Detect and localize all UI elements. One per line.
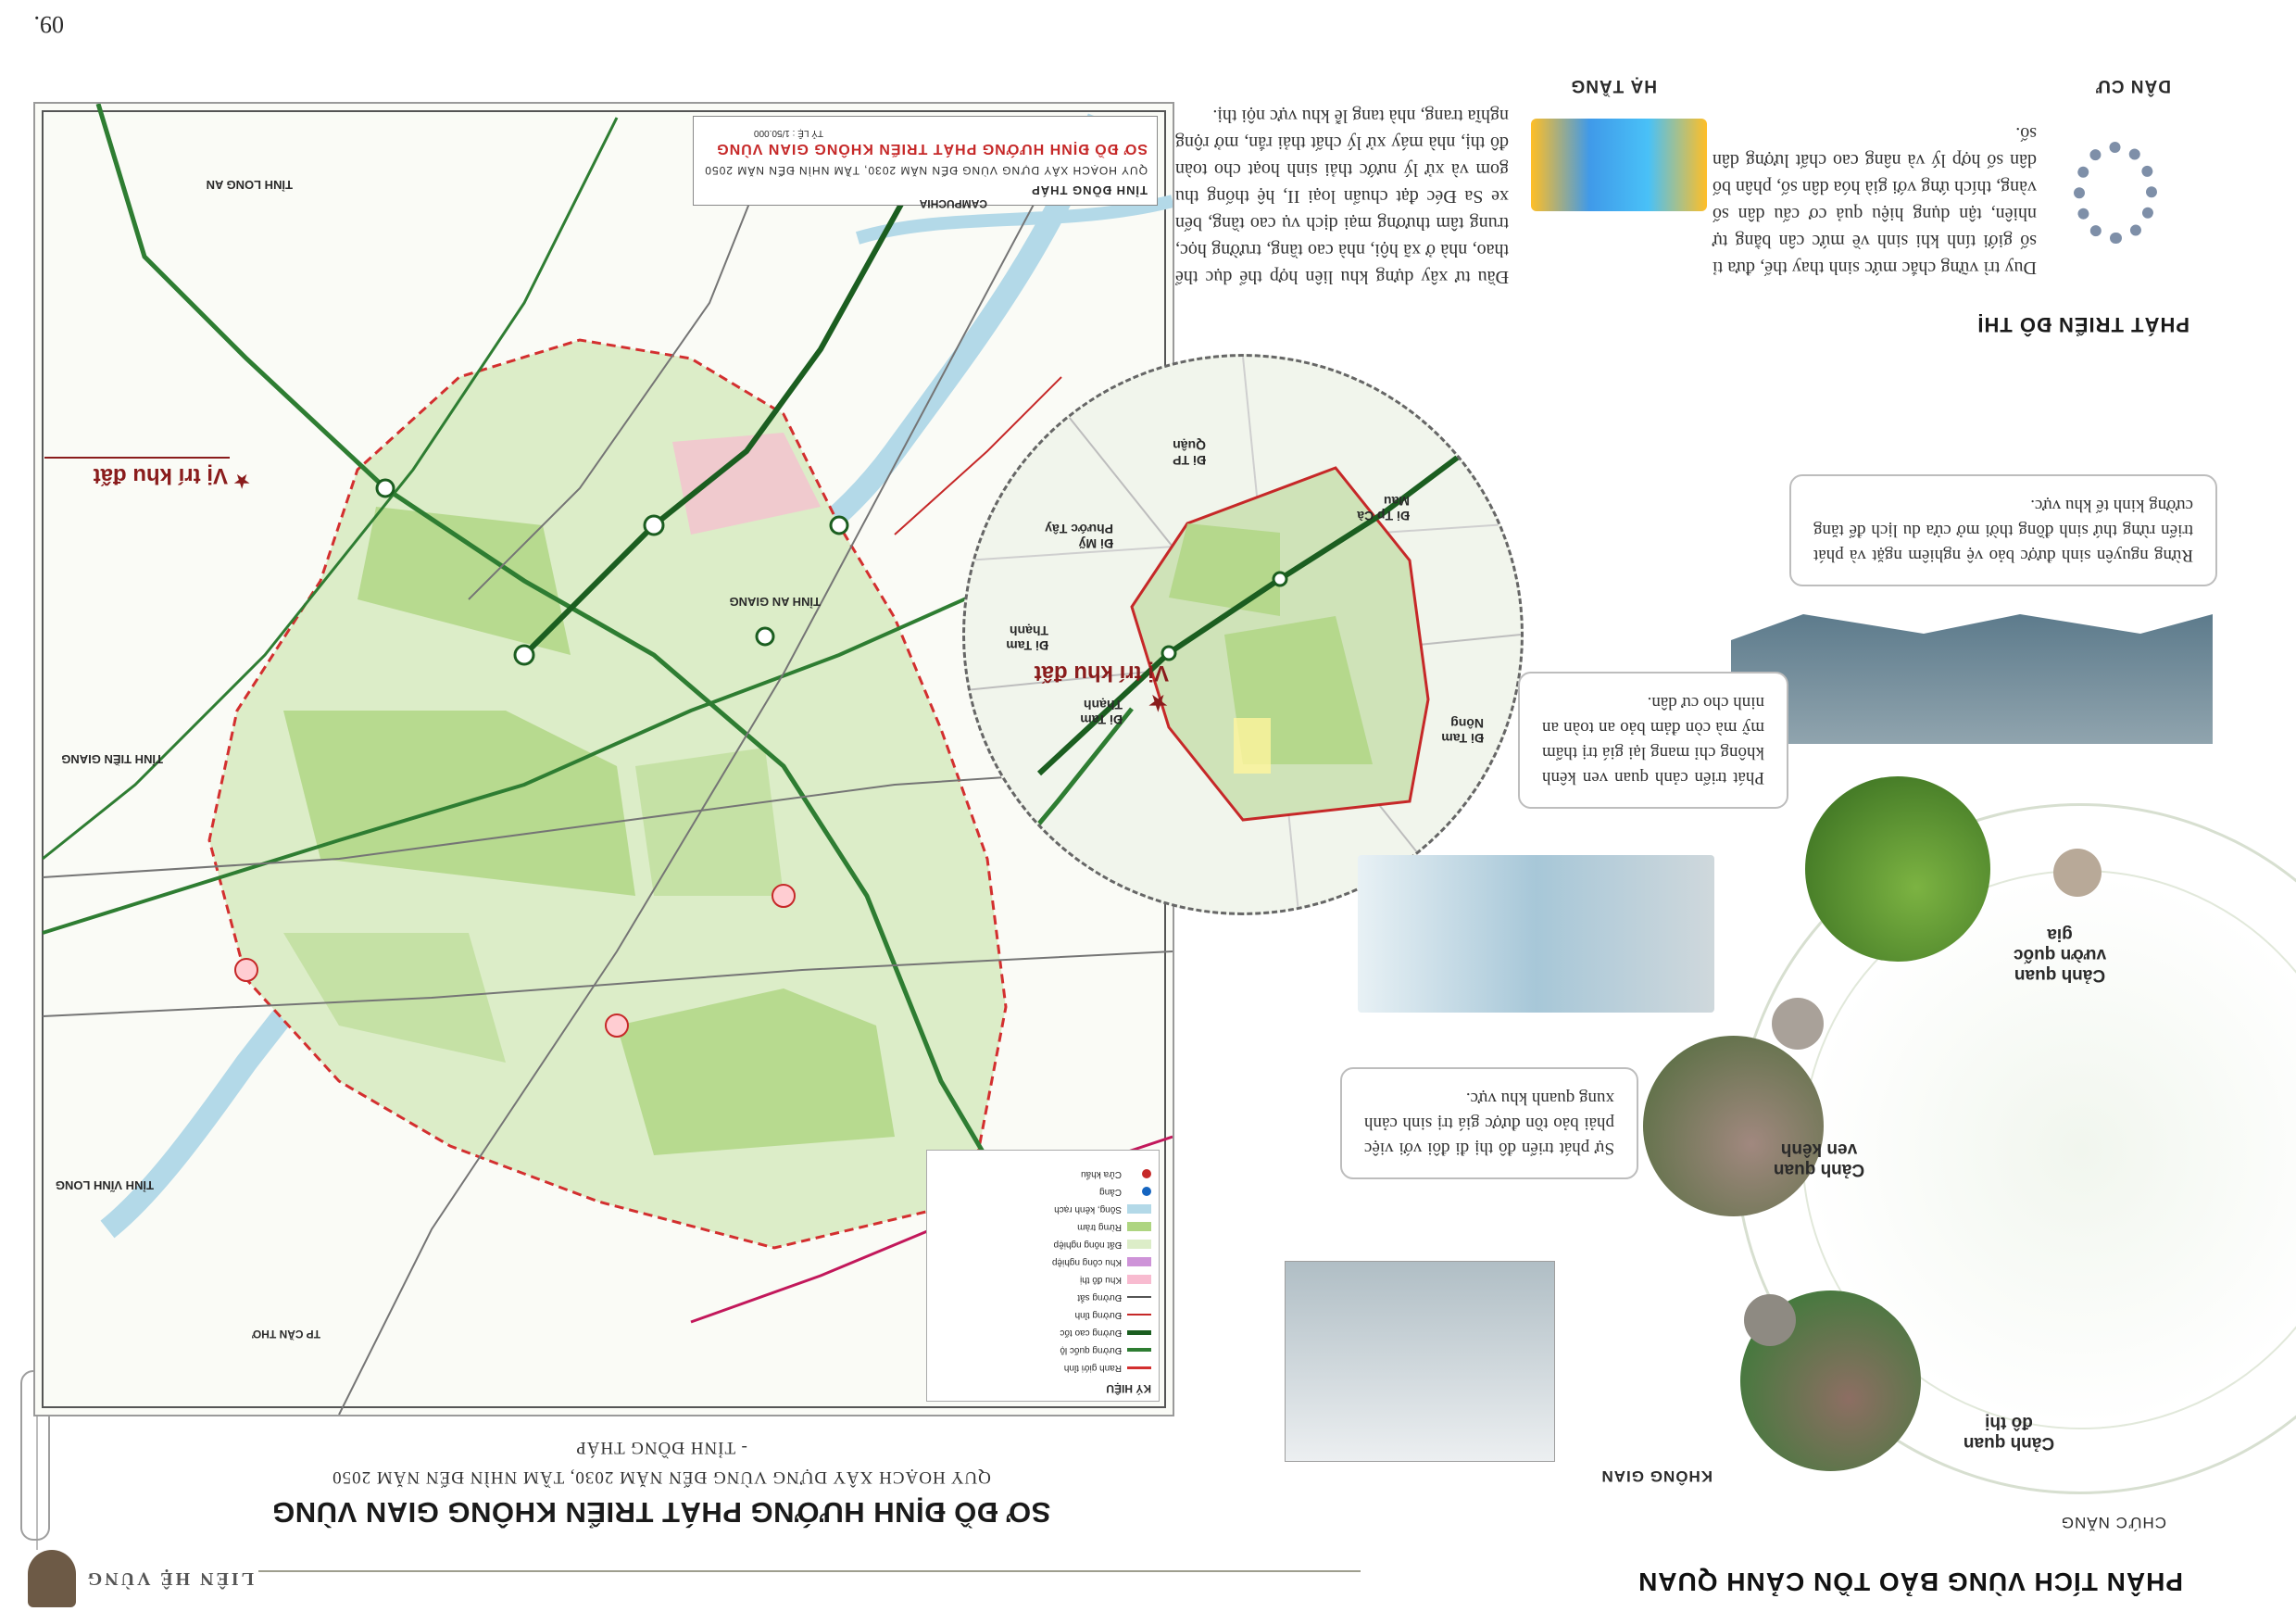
province-label: TỈNH AN GIANG [729,595,821,609]
legend-item [933,1324,1151,1341]
zoom-site-label: Vị trí khu đất [1034,661,1169,686]
interchange-node [1273,573,1286,585]
canal-illustration [1358,855,1714,1013]
brand-label: LIÊN HỆ VÙNG [84,1568,254,1589]
map-title-heading: SƠ ĐỒ ĐỊNH HƯỚNG PHÁT TRIỂN KHÔNG GIAN VÙNG [716,141,1148,157]
legend-item [933,1165,1151,1183]
space-label: KHÔNG GIAN [1600,1467,1713,1485]
analysis-title: PHÂN TÍCH VÙNG BẢO TỒN CẢNH QUAN [1637,1567,2183,1596]
landscape-canal-label: Cảnh quan ven kênh [1773,1139,1865,1179]
zoom-circle [962,354,1524,915]
site-label-rule [44,457,230,459]
legend-item [933,1289,1151,1306]
zoom-canvas [965,357,1521,913]
city-marker [772,885,795,907]
infrastructure-icon [1531,119,1707,211]
province-label: TỈNH LONG AN [206,178,293,192]
city-label: TP CẦN THƠ [251,1328,320,1341]
legend-item [933,1253,1151,1271]
brand-block [22,1552,254,1607]
interchange-node [757,628,773,645]
legend-swatch [1127,1349,1151,1353]
legend-item-label: Cảng [1099,1187,1122,1197]
map-title-box [693,116,1158,206]
urban-section-title: PHÁT TRIỂN ĐÔ THỊ [1976,313,2189,336]
zone-yellow [1234,718,1271,774]
zoom-direction: Đi Tam Thạnh [1080,698,1123,727]
scale-label: TỶ LỆ : 1/50.000 [753,128,823,138]
infrastructure-label: HẠ TẦNG [1570,76,1657,95]
legend-item-label: Ranh giới tỉnh [1063,1363,1122,1373]
main-subtitle: QUY HOẠCH XÂY DỰNG VÙNG ĐẾN NĂM 2030, TẦM NHÌN ĐẾN NĂM 2050 [332,1467,991,1487]
province-label: CAMPUCHIA [919,197,987,210]
legend-swatch [1127,1240,1151,1250]
landscape-park-label: Cảnh quan vườn quốc gia [2013,925,2107,985]
brand-rule [258,1570,1361,1572]
urban-note: Sự phát triển đô thị đi đôi với việc phải bảo tồn được giá trị sinh cảnh xung quanh khu vực. [1340,1067,1638,1179]
urban-space-illustration [1285,1261,1555,1462]
legend-item-label: Khu công nghiệp [1051,1257,1122,1267]
landscape-photo-park [1805,776,1990,962]
legend-item [933,1359,1151,1377]
legend-item-label: Đất nông nghiệp [1053,1240,1122,1250]
landscape-urban-label: Cảnh quan đô thị [1963,1413,2055,1453]
legend-item-label: Rừng tràm [1077,1222,1122,1232]
legend-swatch [1127,1223,1151,1232]
zoom-direction: Đi Tam Thạnh [1006,623,1048,653]
forest-illustration [1731,614,2213,744]
site-star-icon: ★ [1147,689,1169,717]
legend-item [933,1306,1151,1324]
legend-item [933,1341,1151,1359]
population-text: Duy trì vững chắc mức sinh thay thế, đưa tỉ số giới tính khi sinh về mức cân bằng tự nhiên, tận dụng hiệu quả cơ cấu dân số vàng, thích ứng với già hóa dân số, phân bố dân số hợp lý và nâng cao chất lượng dân số. [1713,123,2037,278]
province-label: TỈNH TIỀN GIANG [61,752,163,766]
landscape-photo-canal [1643,1036,1824,1216]
map-title-plan: QUY HOẠCH XÂY DỰNG VÙNG ĐẾN NĂM 2030, TẦM NHÌN ĐẾN NĂM 2050 [704,164,1148,177]
map-legend [926,1150,1160,1402]
main-title: SƠ ĐỒ ĐỊNH HƯỚNG PHÁT TRIỂN KHÔNG GIAN VÙNG [271,1496,1051,1529]
map-title-province: TỈNH ĐỒNG THÁP [1031,183,1148,197]
legend-item [933,1236,1151,1253]
legend-swatch [1127,1205,1151,1215]
zone-green [635,748,784,896]
zoom-direction: Đi Tam Nông [1441,716,1484,746]
population-ring-icon [2074,142,2157,244]
province-label: TỈNH VĨNH LONG [55,1178,154,1192]
map-site-label: Vị trí khu đất [93,463,228,488]
legend-item-label: Đường cao tốc [1060,1328,1122,1338]
legend-title: KÝ HIỆU [1106,1382,1151,1395]
legend-swatch [1127,1258,1151,1267]
legend-item [933,1218,1151,1236]
legend-swatch [1127,1330,1151,1335]
brand-emblem-icon [28,1550,76,1607]
landscape-dot-icon [1772,998,1824,1050]
infrastructure-text: Đầu tư xây dựng khu liên hợp thể dục thể thao, nhà ở xã hội, nhà cao tầng, trường học, trung tâm thương mại dịch vụ cao tầng, bến xe Sa Đéc đạt chuẩn loại II, hệ thống thu gom và xử lý nước thải sinh hoạt cho toàn đô thị, nhà máy xử lý chất thải rắn, mở rộng nghĩa trang, nhà tang lễ khu vực nội thị. [1175,106,1509,287]
interchange-node [515,646,533,664]
city-marker [235,959,257,981]
legend-item-label: Cửa khẩu [1081,1169,1122,1179]
river-branch [858,201,1173,238]
landscape-dot-icon [2053,849,2102,897]
legend-item-label: Khu đô thị [1079,1275,1122,1285]
legend-item-label: Sông, kênh rạch [1054,1204,1122,1215]
canal-note: Phát triển cảnh quan ven kênh không chỉ mang lại giá trị thẩm mỹ mà còn đảm bảo an toàn an ninh cho cư dân. [1518,672,1788,809]
legend-swatch [1127,1276,1151,1285]
zoom-direction: Đi Tp Cà Mau [1357,494,1410,523]
zoom-direction: Đi Mỹ Phước Tây [1045,522,1113,551]
forest-note: Rừng nguyên sinh được bảo vệ nghiêm ngặt và phát triển rừng thứ sinh đồng thời mở cửa du lịch để tăng cường kinh tế khu vực. [1789,474,2217,586]
landscape-dot-icon [1744,1294,1796,1346]
legend-swatch [1142,1188,1151,1197]
site-star-icon: ★ [232,470,251,493]
legend-swatch [1142,1170,1151,1179]
legend-item [933,1201,1151,1218]
legend-swatch [1127,1315,1151,1316]
zoom-direction: Đi TP Quận [1173,438,1206,468]
legend-item [933,1271,1151,1289]
legend-item-label: Đường tỉnh [1074,1310,1122,1320]
function-label: CHỨC NĂNG [2060,1514,2166,1531]
main-province: - TỈNH ĐỒNG THÁP [575,1438,747,1457]
legend-item-label: Đường quốc lộ [1060,1345,1122,1355]
legend-swatch [1127,1297,1151,1299]
legend-list [933,1165,1151,1377]
city-marker [606,1014,628,1037]
legend-swatch [1127,1366,1151,1369]
interchange-node [1162,647,1175,660]
page-number: 09. [33,11,64,38]
interchange-node [831,517,847,534]
legend-item-label: Đường sắt [1077,1292,1122,1303]
legend-item [933,1183,1151,1201]
interchange-node [377,480,394,497]
population-label: DÂN CƯ [2095,76,2171,95]
interchange-node [645,516,663,535]
